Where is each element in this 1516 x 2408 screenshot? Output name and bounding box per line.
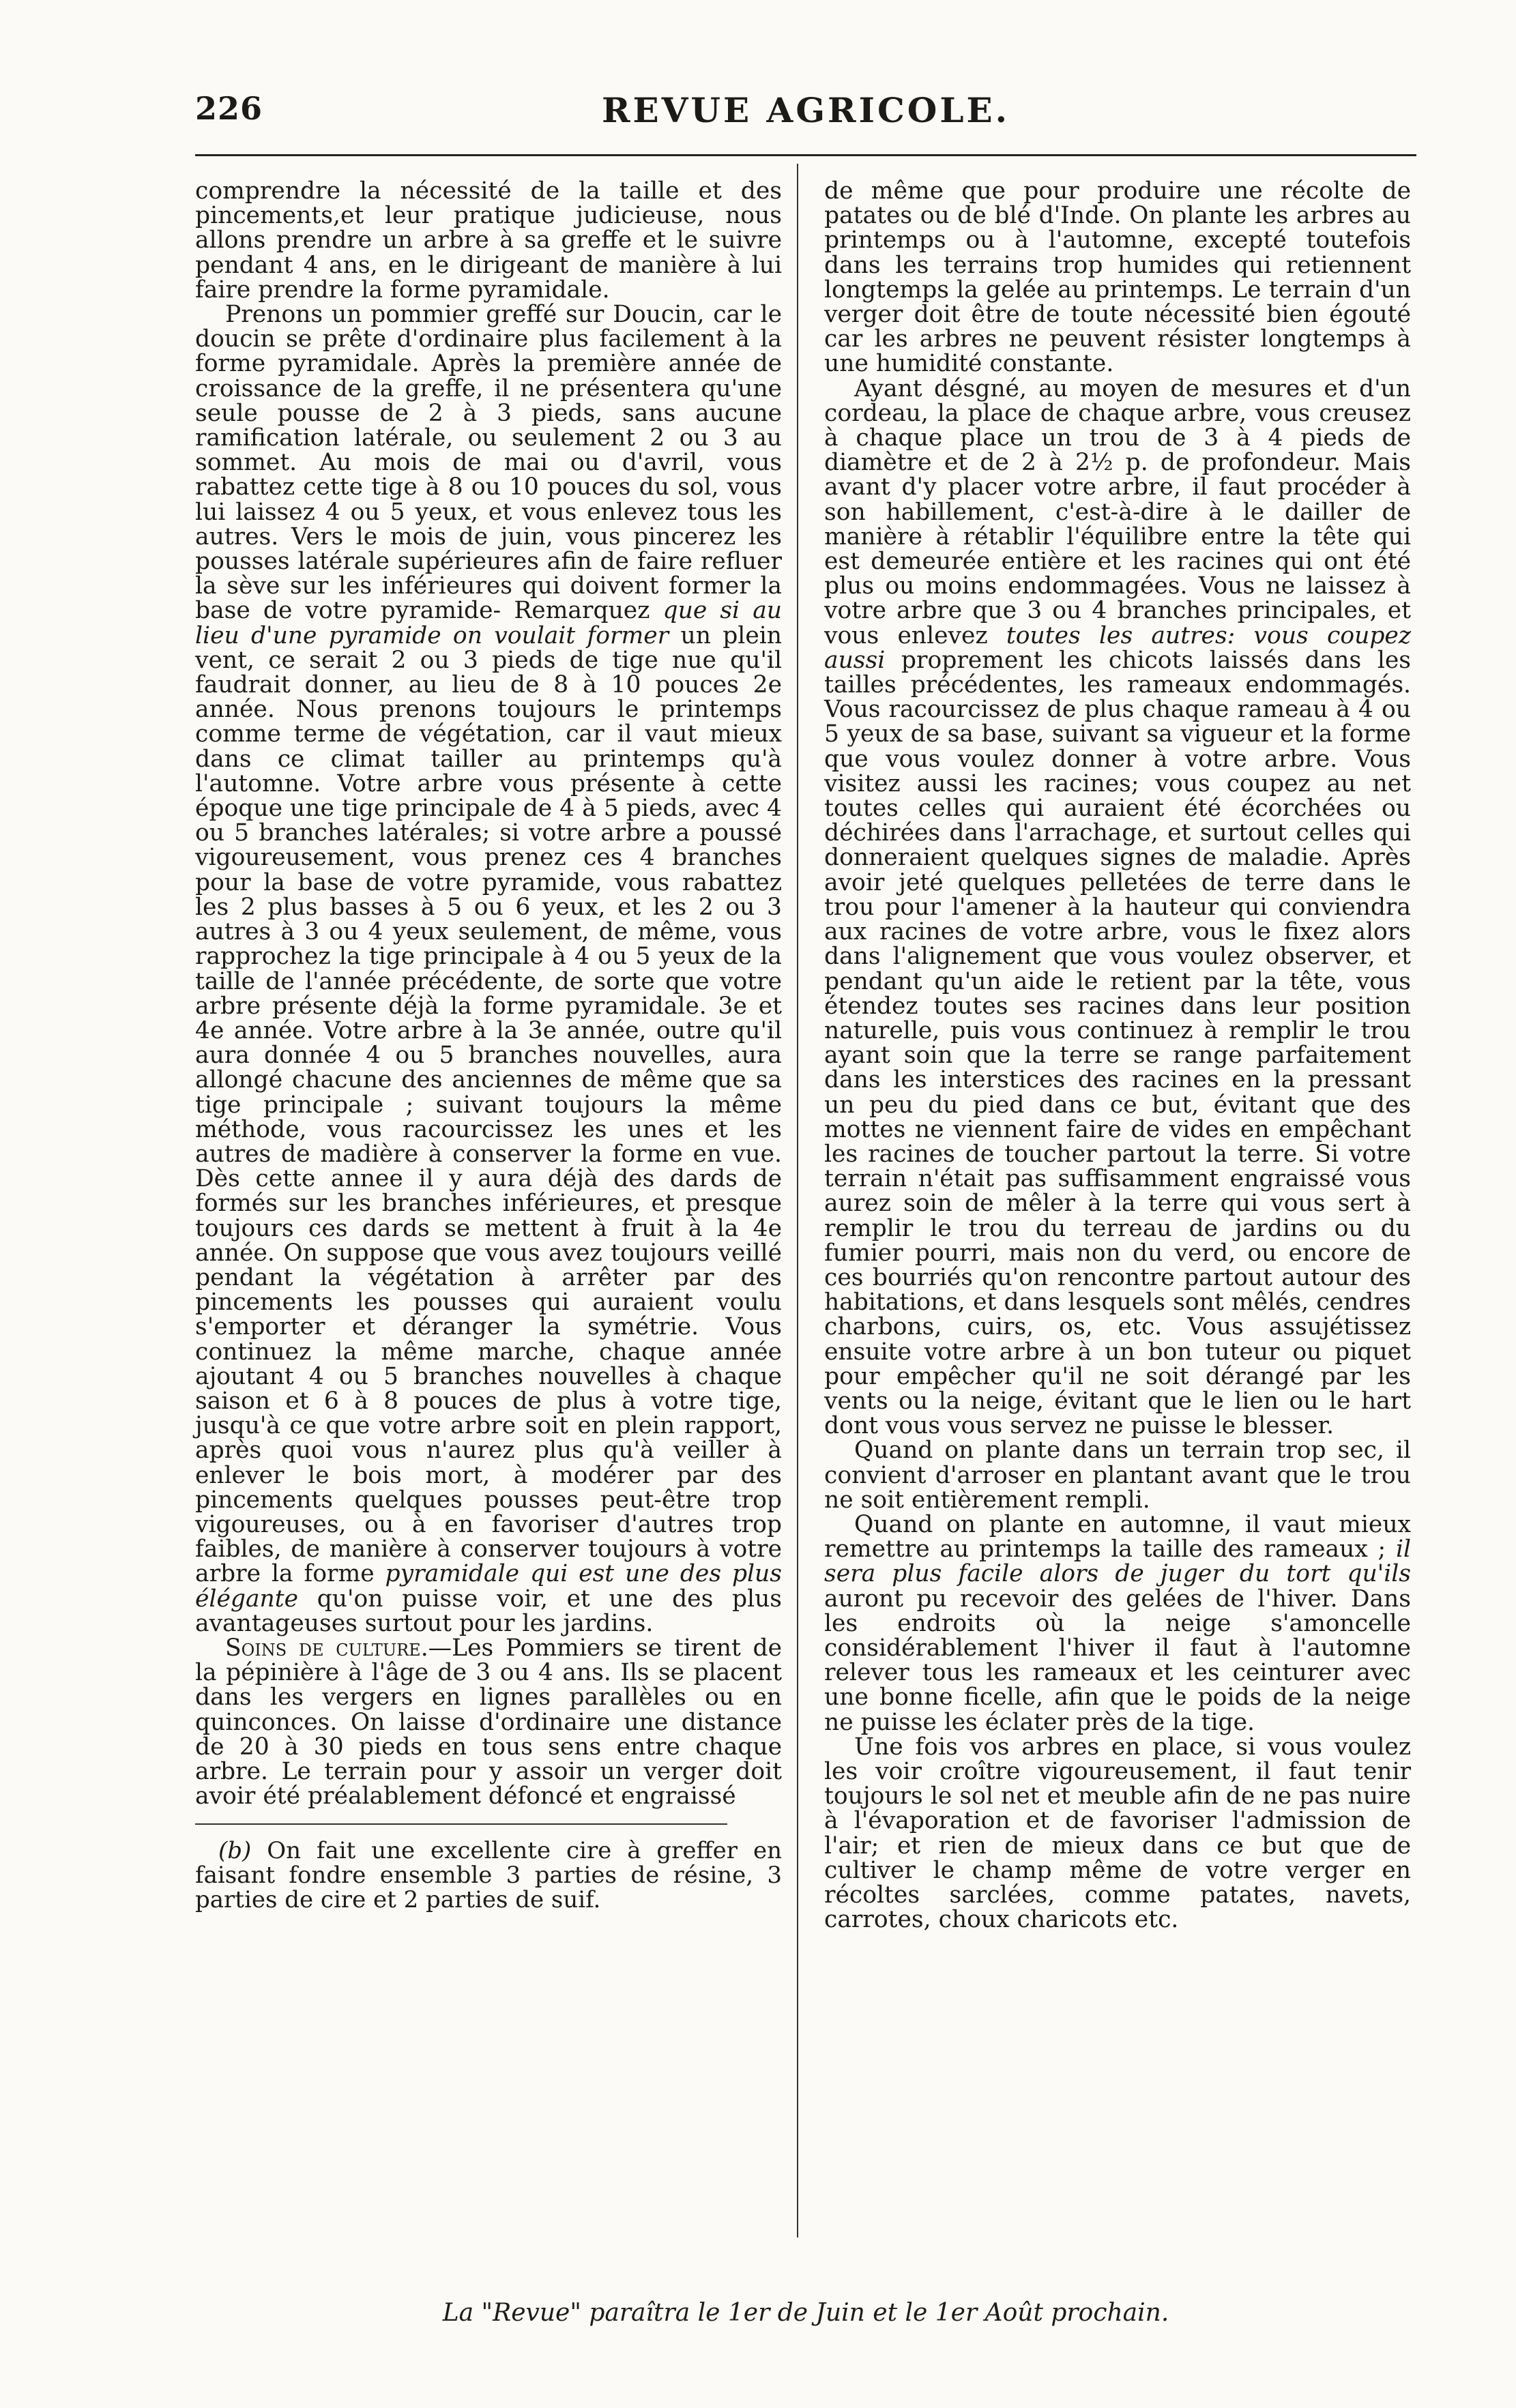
paragraph: Ayant désgné, au moyen de mesures et d'un cordeau, la place de chaque arbre, vous creusez à chaque place un trou de 3 à 4 pieds de diamètre et de 2 à 2½ p. de profondeur. Mais avant d'y placer votre arbre, il faut procéder à son habillement, c'est-à-dire à le dailler de manière à rétablir l'équilibre entre la tête qui est demeurée entière et les racines qui ont été plus ou moins endommagées. Vous ne laissez à votre arbre que 3 ou 4 branches principales, et vous enlevez toutes les autres: vous coupez aussi proprement les chicots laissés dans les tailles précédentes, les rameaux endommagés. Vous racourcissez de plus chaque rameau à 4 ou 5 yeux de sa base, suivant sa vigueur et la forme que vous voulez donner à votre arbre. Vous visitez aussi les racines; vous coupez au net toutes celles qui auraient été écorchées ou déchirées dans l'arrachage, et surtout celles qui donneraient quelques signes de maladie. Après avoir jeté quelques pelletées de terre dans le trou pour l'amener à la hauteur qui conviendra aux racines de votre arbre, vous le fixez alors dans l'alignement que vous voulez observer, et pendant qu'un aide le retient par la tête, vous étendez toutes ses racines dans leur position naturelle, puis vous continuez à remplir le trou ayant soin que la terre se range parfaitement dans les interstices des racines en la pressant un peu du pied dans ce but, évitant que des mottes ne viennent faire de vides en empêchant les racines de toucher partout la terre. Si votre terrain n'était pas suffisamment engraissé vous aurez soin de mêler à la terre qui vous sert à remplir le trou du terreau de jardins ou du fumier pourri, mais non du verd, ou encore de ces bourriés qu'on rencontre partout autour des habitations, et dans lesquels sont mêlés, cendres charbons, cuirs, os, etc. Vous assujétissez ensuite votre arbre à un bon tuteur ou piquet pour empêcher qu'il ne soit dérangé par les vents ou la neige, évitant que le lien ou le hart dont vous vous servez ne puisse le blesser. <box>824 375 1411 1440</box>
paragraph: Soins de culture.—Les Pommiers se tirent de la pépinière à l'âge de 3 ou 4 ans. Ils se placent dans les vergers en lignes parallèles ou en quinconces. On laisse d'ordinaire une distance de 20 à 30 pieds en tous sens entre chaque arbre. Le terrain pour y assoir un verger doit avoir été préalablement défoncé et engraissé <box>195 1634 782 1810</box>
footer-note: La "Revue" paraîtra le 1er de Juin et le 1er Août prochain. <box>442 2299 1169 2327</box>
column-divider <box>797 164 798 2237</box>
section-heading: Soins de culture. <box>225 1634 428 1662</box>
footnote-mark: (b) <box>218 1837 252 1865</box>
page-header <box>195 90 1416 138</box>
page-number: 226 <box>195 90 263 127</box>
footnote-rule <box>195 1823 727 1825</box>
paragraph: Quand on plante dans un terrain trop sec, il convient d'arroser en plantant avant que le trou ne soit entièrement rempli. <box>824 1437 1411 1514</box>
footnote: (b) On fait une excellente cire à greffer en faisant fondre ensemble 3 parties de résine, 3 parties de cire et 2 parties de suif. <box>195 1837 782 1914</box>
paragraph: Quand on plante en automne, il vaut mieux remettre au printemps la taille des rameaux ; il sera plus facile alors de juger du tort qu'ils auront pu recevoir des gelées de l'hiver. Dans les endroits où la neige s'amoncelle considérablement l'hiver il faut à l'automne relever tous les rameaux et les ceinturer avec une bonne ficelle, afin que le poids de la neige ne puisse les éclater près de la tige. <box>824 1510 1412 1736</box>
paragraph: Prenons un pommier greffé sur Doucin, car le doucin se prête d'ordinaire plus facilement à la forme pyramidale. Après la première année de croissance de la greffe, il ne présentera qu'une seule pousse de 2 à 3 pieds, sans aucune ramification latérale, ou seulement 2 ou 3 au sommet. Au mois de mai ou d'avril, vous rabattez cette tige à 8 ou 10 pouces du sol, vous lui laissez 4 ou 5 yeux, et vous enlevez tous les autres. Vers le mois de juin, vous pincerez les pousses latérale supérieures afin de faire refluer la sève sur les inférieures qui doivent former la base de votre pyramide- Remarquez que si au lieu d'une pyramide on voulait former un plein vent, ce serait 2 ou 3 pieds de tige nue qu'il faudrait donner, au lieu de 8 à 10 pouces 2e année. Nous prenons toujours le printemps comme terme de végétation, car il vaut mieux dans ce climat tailler au printemps qu'à l'automne. Votre arbre vous présente à cette époque une tige principale de 4 à 5 pieds, avec 4 ou 5 branches latérales; si votre arbre a poussé vigoureusement, vous prenez ces 4 branches pour la base de votre pyramide, vous rabattez les 2 plus basses à 5 ou 6 yeux, et les 2 ou 3 autres à 3 ou 4 yeux seulement, de même, vous rapprochez la tige principale à 4 ou 5 yeux de la taille de l'année précédente, de sorte que votre arbre présente déjà la forme pyramidale. 3e et 4e année. Votre arbre à la 3e année, outre qu'il aura donnée 4 ou 5 branches nouvelles, aura allongé chacune des anciennes de même que sa tige principale ; suivant toujours la même méthode, vous racourcissez les unes et les autres de madière à conserver la forme en vue. Dès cette annee il y aura déjà des dards de formés sur les branches inférieures, et presque toujours ces dards se mettent à fruit à la 4e année. On suppose que vous avez toujours veillé pendant la végétation à arrêter par des pincements les pousses qui auraient voulu s'emporter et déranger la symétrie. Vous continuez la même marche, chaque année ajoutant 4 ou 5 branches nouvelles à chaque saison et 6 à 8 pouces de plus à votre tige, jusqu'à ce que votre arbre soit en plein rapport, après quoi vous n'aurez plus qu'à veiller à enlever le bois mort, à modérer par des pincements quelques pousses peut-être trop vigoureuses, ou à en favoriser d'autres trop faibles, de manière à conserver toujours à votre arbre la forme pyramidale qui est une des plus élégante qu'on puisse voir, et une des plus avantageuses surtout pour les jardins. <box>195 301 783 1637</box>
header-rule <box>195 154 1416 156</box>
paragraph: Une fois vos arbres en place, si vous voulez les voir croître vigoureusement, il faut tenir toujours le sol net et meuble afin de ne pas nuire à l'évaporation et de favoriser l'admission de l'air; et rien de mieux dans ce but que de cultiver le champ même de votre verger en récoltes sarclées, comme patates, navets, carrotes, choux charicots etc. <box>824 1733 1411 1934</box>
left-column <box>195 179 782 1912</box>
right-column <box>824 179 1411 1932</box>
paragraph: comprendre la nécessité de la taille et des pincements,et leur pratique judicieuse, nous allons prendre un arbre à sa greffe et le suivre pendant 4 ans, en le dirigeant de manière à lui faire prendre la forme pyramidale. <box>195 177 782 304</box>
paragraph: de même que pour produire une récolte de patates ou de blé d'Inde. On plante les arbres au printemps ou à l'automne, excepté toutefois dans les terrains trop humides qui retiennent longtemps la gelée au printemps. Le terrain d'un verger doit être de toute nécessité bien égouté car les arbres ne peuvent résister longtemps à une humidité constante. <box>824 177 1411 378</box>
journal-title: REVUE AGRICOLE. <box>601 90 1010 130</box>
